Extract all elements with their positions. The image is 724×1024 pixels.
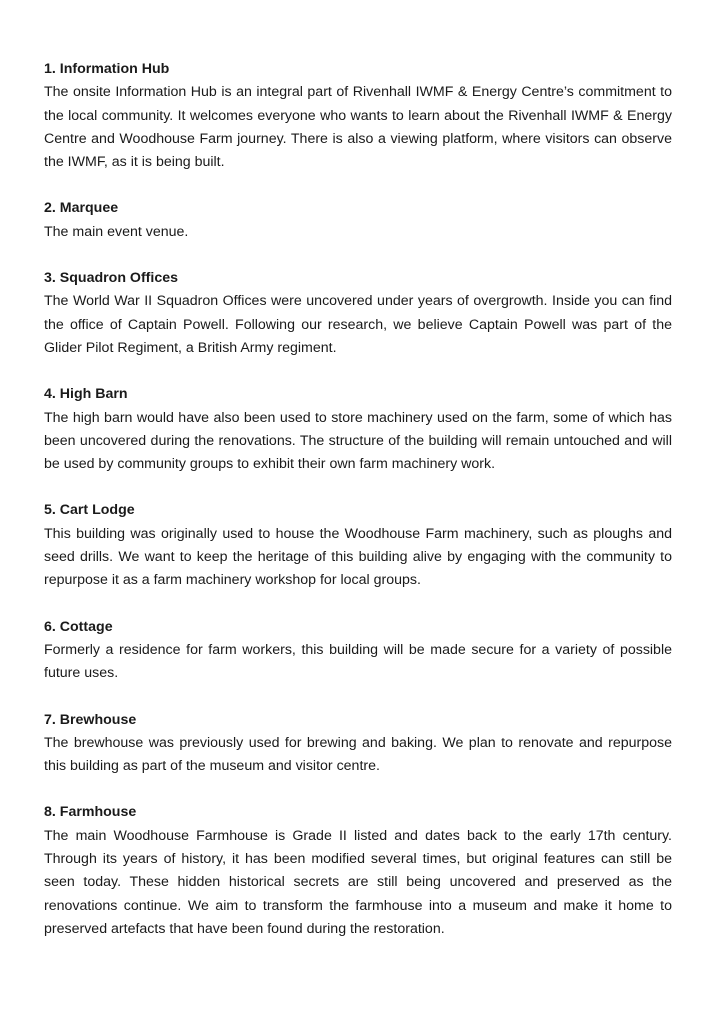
section-title: 1. Information Hub (44, 61, 170, 77)
section-body: The World War II Squadron Offices were uncovered under years of overgrowth. Inside you can find the office of Captain Powell. Following our research, we believe Captain Powell was part of the Glider Pilot Regiment, a British Army regiment. (44, 293, 672, 356)
section-title: 6. Cottage (44, 618, 113, 635)
section-body: The onsite Information Hub is an integral part of Rivenhall IWMF & Energy Centre’s commitment to the local community. It welcomes everyone who wants to learn about the Rivenhall IWMF & Energy Centre and Woodhouse Farm journey. There is also a viewing platform, where visitors can observe the IWMF, as it is being built. (44, 84, 672, 171)
section-body: Formerly a residence for farm workers, this building will be made secure for a variety of possible future uses. (44, 641, 672, 682)
section-title: 3. Squadron Offices (44, 270, 179, 287)
section-body: The main Woodhouse Farmhouse is Grade II listed and dates back to the early 17th century. Through its years of history, it has been modified several times, but original features can still be seen today. These hidden historical secrets are still being uncovered and preserved as the renovations continue. We aim to transform the farmhouse into a museum and make it home to preserved artefacts that have been found during the restoration. (44, 827, 672, 937)
section-squadron-offices (44, 267, 672, 360)
section-title: 2. Marquee (44, 200, 119, 217)
section-body: The main event venue. (44, 223, 189, 240)
section-marquee (44, 197, 672, 244)
document-page (44, 58, 672, 964)
section-brewhouse (44, 709, 672, 779)
section-high-barn (44, 383, 672, 476)
section-farmhouse (44, 801, 672, 941)
section-body: The brewhouse was previously used for brewing and baking. We plan to renovate and repurpose this building as part of the museum and visitor centre. (44, 734, 672, 775)
section-information-hub (44, 58, 672, 174)
section-body: This building was originally used to house the Woodhouse Farm machinery, such as ploughs and seed drills. We want to keep the heritage of this building alive by engaging with the community to repurpose it as a farm machinery workshop for local groups. (44, 525, 672, 589)
section-cart-lodge (44, 499, 672, 592)
section-title: 4. High Barn (44, 386, 128, 403)
section-cottage (44, 616, 672, 686)
section-title: 8. Farmhouse (44, 804, 137, 821)
section-title: 5. Cart Lodge (44, 502, 135, 519)
section-title: 7. Brewhouse (44, 711, 137, 728)
section-body: The high barn would have also been used to store machinery used on the farm, some of which has been uncovered during the renovations. The structure of the building will remain untouched and will be used by community groups to exhibit their own farm machinery work. (44, 409, 672, 473)
